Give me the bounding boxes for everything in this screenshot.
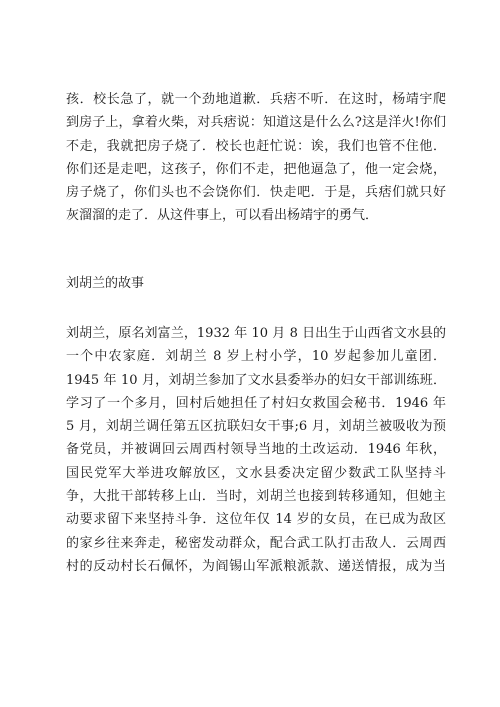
text-line: 动要求留下来坚持斗争．这位年仅 14 岁的女员，在已成为敌区	[66, 512, 446, 528]
text-line: 国民党军大举进攻解放区，文水县委决定留少数武工队坚持斗	[66, 465, 446, 481]
text-line: 房子烧了，你们头也不会饶你们．快走吧．于是，兵痞们就只好	[66, 185, 446, 201]
text-line: 灰溜溜的走了．从这件事上，可以看出杨靖宇的勇气．	[66, 208, 379, 224]
paragraph-yang-jingyu-ending	[66, 88, 446, 228]
text-line: 村的反动村长石佩怀，为阎锡山军派粮派款、递送情报，成为当	[66, 558, 446, 574]
text-line: 不走，我就把房子烧了．校长也赶忙说：诶，我们也管不住他．	[66, 138, 446, 154]
text-line: 你们还是走吧，这孩子，你们不走，把他逼急了，他一定会烧，	[66, 161, 446, 177]
text-line: 到房子上，拿着火柴，对兵痞说：知道这是什么么?这是洋火!你们	[66, 115, 446, 131]
text-line: 备党员，并被调回云周西村领导当地的土改运动．1946 年秋，	[66, 442, 446, 458]
text-line: 1945 年 10 月，刘胡兰参加了文水县委举办的妇女干部训练班．	[66, 372, 446, 388]
text-line: 争，大批干部转移上山．当时，刘胡兰也接到转移通知，但她主	[66, 489, 446, 505]
text-line: 刘胡兰，原名刘富兰，1932 年 10 月 8 日出生于山西省文水县的	[66, 326, 446, 341]
text-line: 5 月，刘胡兰调任第五区抗联妇女干事;6 月，刘胡兰被吸收为预	[66, 419, 446, 435]
section-heading: 刘胡兰的故事	[66, 276, 145, 291]
text-line: 一个中农家庭．刘胡兰 8 岁上村小学，10 岁起参加儿童团．	[66, 349, 446, 365]
text-line: 孩．校长急了，就一个劲地道歉．兵痞不听．在这时，杨靖宇爬	[66, 92, 446, 107]
paragraph-liu-hulan-story	[66, 322, 446, 578]
text-line: 的家乡往来奔走，秘密发动群众，配合武工队打击敌人．云周西	[66, 535, 446, 551]
text-line: 学习了一个多月，回村后她担任了村妇女救国会秘书．1946 年	[66, 395, 446, 411]
